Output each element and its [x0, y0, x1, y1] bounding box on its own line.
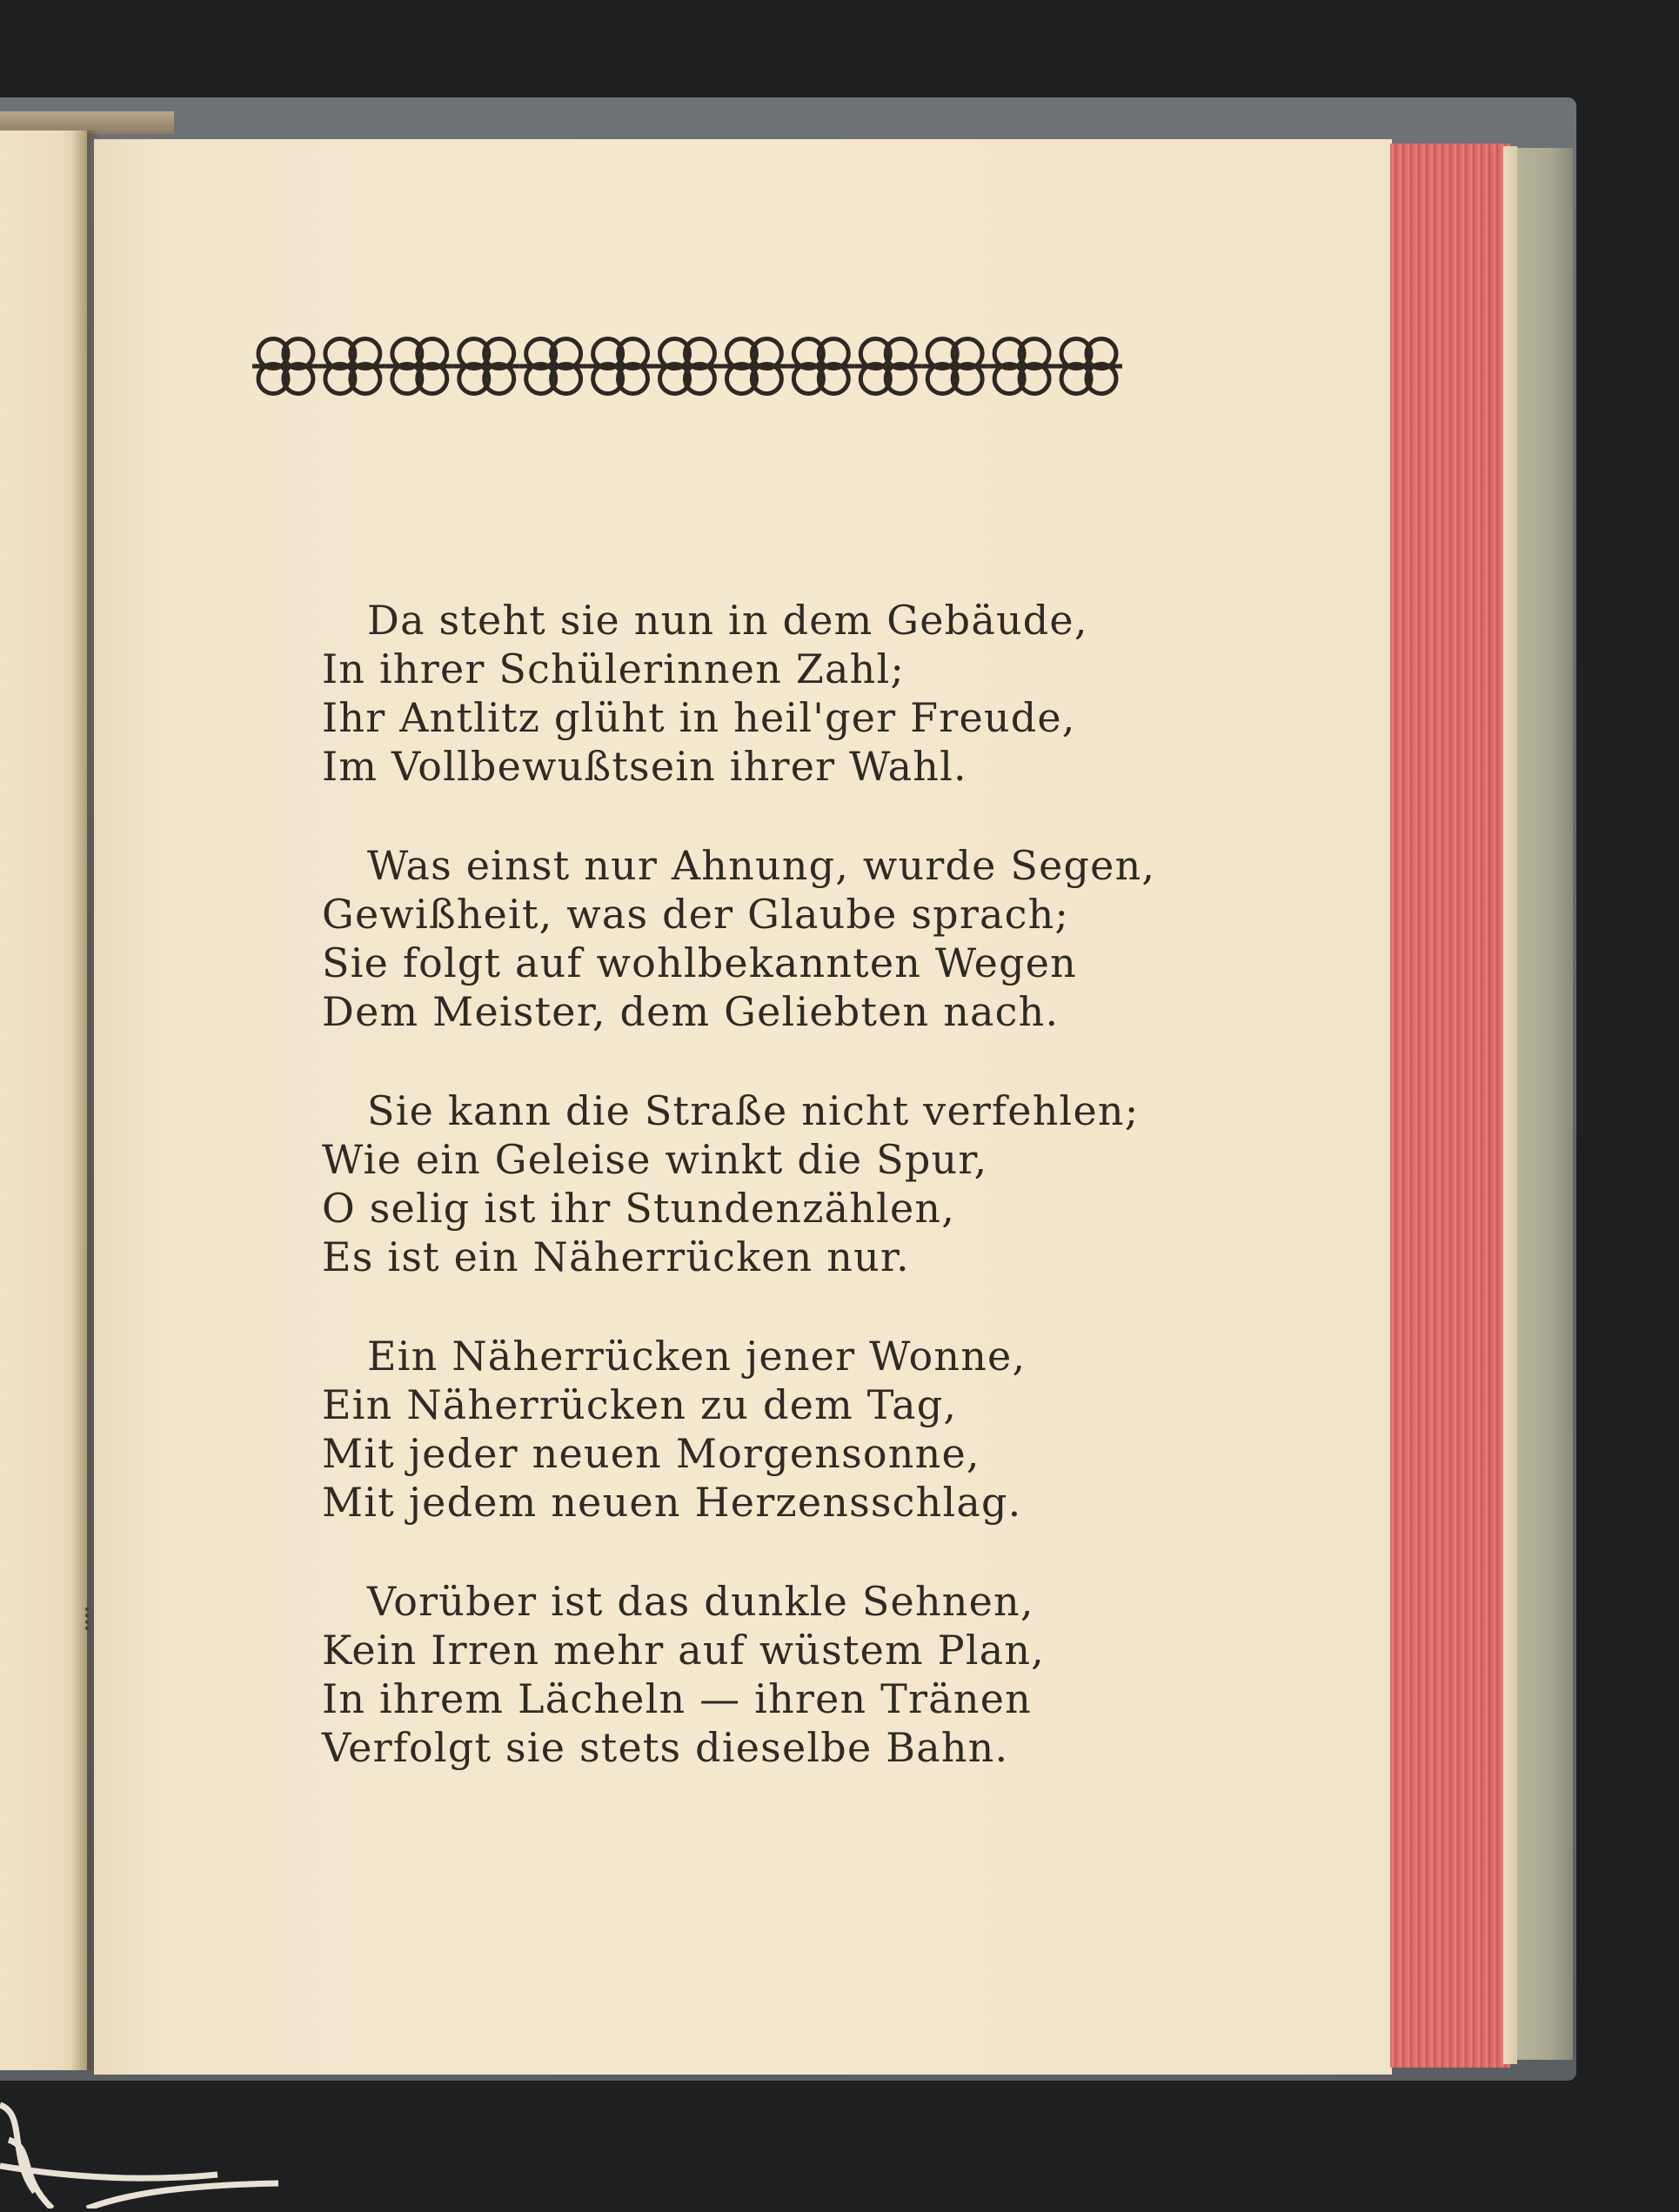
poem-line: Gewißheit, was der Glaube sprach; [322, 891, 1070, 938]
poem-line: Im Vollbewußtsein ihrer Wahl. [322, 743, 967, 790]
poem-line: Sie kann die Straße nicht verfehlen; [367, 1087, 1140, 1134]
red-page-edges [1390, 144, 1510, 2068]
ornament-svg [244, 310, 1131, 423]
cloverleaf-icon [587, 339, 654, 394]
bookmark-svg [0, 2088, 296, 2209]
poem-line: Da steht sie nun in dem Gebäude, [367, 597, 1088, 644]
cloverleaf-icon [252, 339, 319, 394]
page-edge-cream [1503, 146, 1517, 2064]
poem-line: Verfolgt sie stets dieselbe Bahn. [322, 1724, 1009, 1771]
cloverleaf-icon [720, 339, 787, 394]
poem-line: Vorüber ist das dunkle Sehnen, [367, 1578, 1034, 1625]
cloverleaf-icon [520, 339, 587, 394]
poem-line: Ein Näherrücken jener Wonne, [367, 1333, 1027, 1380]
cloverleaf-icon [1055, 339, 1122, 394]
margin-mark [85, 1607, 94, 1630]
poem-line: Ihr Antlitz glüht in heil'ger Freude, [322, 694, 1076, 741]
cloverleaf-icon [319, 339, 386, 394]
poem [322, 596, 1366, 1822]
poem-line: O selig ist ihr Stundenzählen, [322, 1185, 956, 1232]
endpaper [1517, 148, 1573, 2060]
cloverleaf-icon [453, 339, 520, 394]
poem-line: Wie ein Geleise winkt die Spur, [322, 1136, 988, 1183]
poem-line: In ihrer Schülerinnen Zahl; [322, 645, 906, 692]
stanza [322, 841, 1366, 1036]
stanza [322, 596, 1366, 791]
poem-line: Was einst nur Ahnung, wurde Segen, [367, 842, 1156, 889]
poem-line: Kein Irren mehr auf wüstem Plan, [322, 1627, 1046, 1674]
poem-line: Dem Meister, dem Geliebten nach. [322, 988, 1060, 1035]
cloverleaf-icon [854, 339, 921, 394]
poem-line: Es ist ein Näherrücken nur. [322, 1233, 910, 1280]
cloverleaf-icon [921, 339, 988, 394]
poem-line: Ein Näherrücken zu dem Tag, [322, 1381, 958, 1428]
stanza [322, 1086, 1366, 1281]
cloverleaf-icon [787, 339, 854, 394]
cloverleaf-border-icon [244, 310, 1131, 423]
poem-line: In ihrem Lächeln — ihren Tränen [322, 1675, 1032, 1722]
poem-line: Mit jeder neuen Morgensonne, [322, 1430, 980, 1477]
stanza [322, 1332, 1366, 1527]
cloverleaf-icon [988, 339, 1055, 394]
bookmark-ribbon [0, 2088, 296, 2209]
cloverleaf-icon [386, 339, 453, 394]
cloverleaf-icon [654, 339, 721, 394]
poem-line: Sie folgt auf wohlbekannten Wegen [322, 939, 1077, 986]
poem-line: Mit jedem neuen Herzensschlag. [322, 1479, 1022, 1526]
stanza [322, 1577, 1366, 1772]
